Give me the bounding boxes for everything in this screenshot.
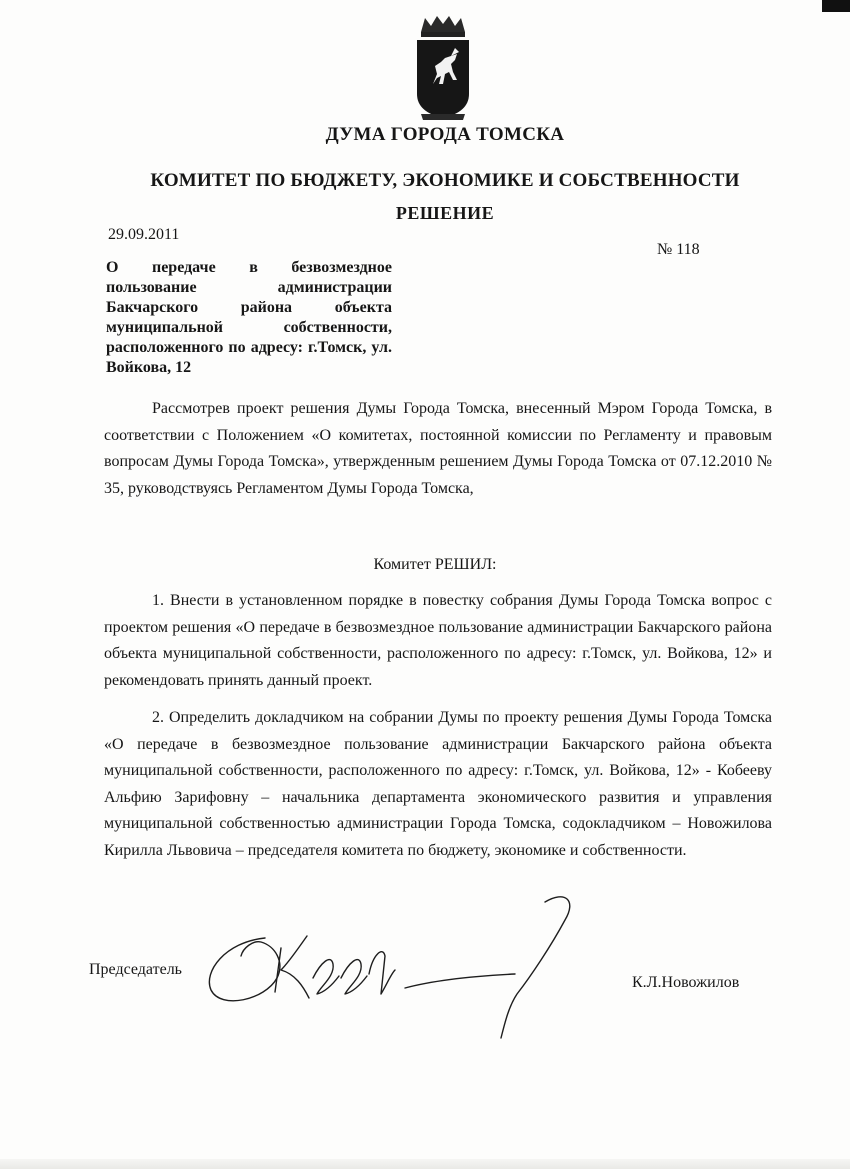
handwritten-signature (205, 890, 595, 1050)
committee-name: КОМИТЕТ ПО БЮДЖЕТУ, ЭКОНОМИКЕ И СОБСТВЕННОСТИ (150, 170, 740, 191)
scan-bottom-edge (0, 1159, 850, 1169)
intro-paragraph: Рассмотрев проект решения Думы Города Томска, внесенный Мэром Города Томска, в соответствии с Положением «О комитетах, постоянной комиссии по Регламенту и правовым вопросам Думы Города Томска», утвержденным решением Думы Города Томска от 07.12.2010 № 35, руководствуясь Регламентом Думы Города Томска, (104, 400, 772, 497)
tomsk-coat-of-arms-icon (413, 14, 473, 122)
document-subject: О передаче в безвозмездное пользование администрации Бакчарского района объекта муниципальной собственности, расположенного по адресу: г.Томск, ул. Войкова, 12 (106, 259, 392, 376)
document-date: 29.09.2011 (108, 226, 180, 243)
scan-corner-mark (822, 0, 850, 12)
decision-item-1: 1. Внести в установленном порядке в повестку собрания Думы Города Томска вопрос с проектом решения «О передаче в безвозмездное пользование администрации Бакчарского района объекта муниципальной собственности, расположенного по адресу: г.Томск, ул. Войкова, 12» и рекомендовать принять данный проект. (104, 592, 772, 689)
document-number: № 118 (657, 241, 700, 258)
signer-name: К.Л.Новожилов (632, 974, 740, 991)
signature-label: Председатель (89, 961, 182, 978)
decision-item-2: 2. Определить докладчиком на собрании Думы по проекту решения Думы Города Томска «О передаче в безвозмездное пользование администрации Бакчарского района объекта муниципальной собственности, расположенного по адресу: г.Томск, ул. Войкова, 12» - Кобееву Альфию Зарифовну – начальника департамента экономического развития и управления муниципальной собственностью администрации Города Томска, содокладчиком – Новожилова Кирилла Львовича – председателя комитета по бюджету, экономике и собственности. (104, 709, 772, 859)
org-name: ДУМА ГОРОДА ТОМСКА (325, 124, 565, 145)
document-type: РЕШЕНИЕ (395, 203, 495, 223)
committee-decided-heading: Комитет РЕШИЛ: (373, 556, 497, 573)
